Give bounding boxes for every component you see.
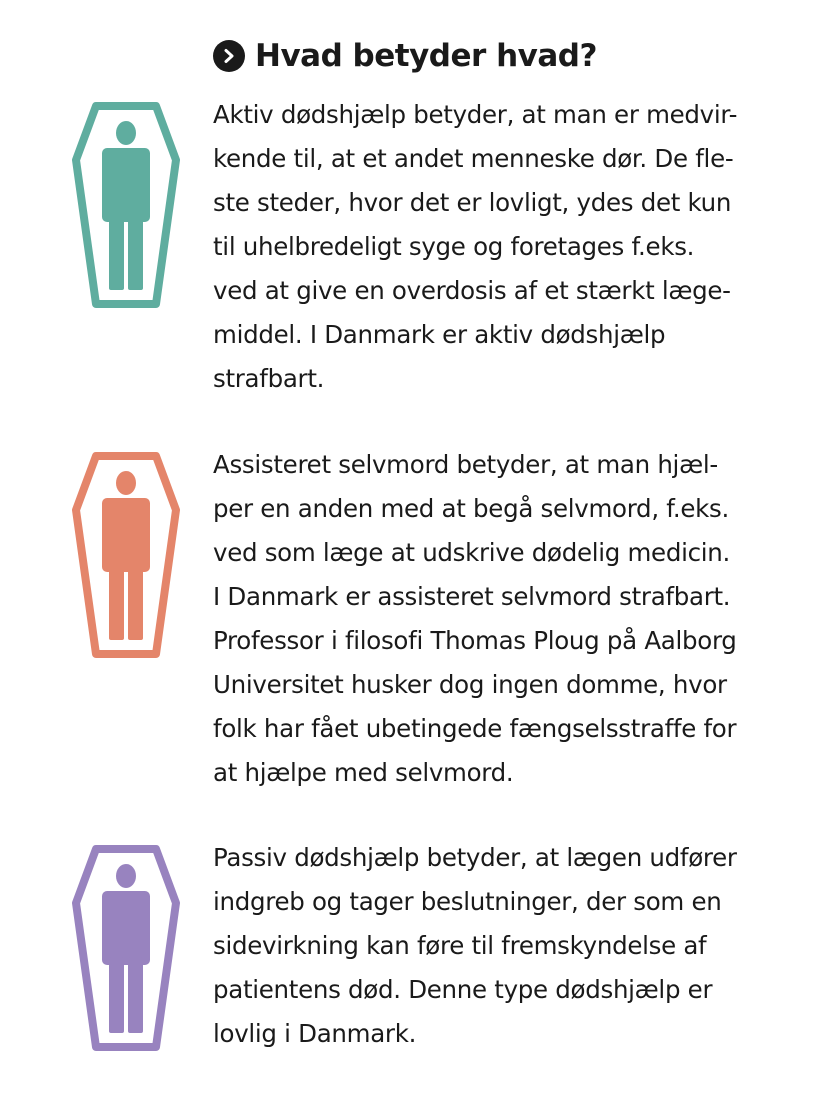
text-line: ved at give en overdosis af et stærkt læge- [213,276,731,305]
text-line: indgreb og tager beslutninger, der som en [213,887,722,916]
text-line: Universitet husker dog ingen domme, hvor [213,670,727,699]
text-line: Assisteret selvmord betyder, at man hjæl- [213,450,718,479]
text-line: kende til, at et andet menneske dør. De fle- [213,144,734,173]
text-line: middel. I Danmark er aktiv dødshjælp [213,320,666,349]
entry-assisteret-selvmord [213,443,813,795]
text-line: ste steder, hvor det er lovligt, ydes det kun [213,188,732,217]
text-line: Aktiv dødshjælp betyder, at man er medvir- [213,100,738,129]
text-line: lovlig i Danmark. [213,1019,417,1048]
text-line: til uhelbredeligt syge og foretages f.eks. [213,232,695,261]
text-line: at hjælpe med selvmord. [213,758,514,787]
text-line: per en anden med at begå selvmord, f.eks. [213,494,729,523]
coffin-person-icon [72,452,180,662]
text-line: sidevirkning kan føre til fremskyndelse af [213,931,707,960]
entry-passiv-doedshjaelp [213,836,813,1056]
text-line: patientens død. Denne type dødshjælp er [213,975,713,1004]
text-line: folk har fået ubetingede fængselsstraffe for [213,714,737,743]
text-line: strafbart. [213,364,325,393]
heading-title: Hvad betyder hvad? [255,38,597,74]
text-line: Professor i filosofi Thomas Ploug på Aalborg [213,626,737,655]
entry-aktiv-doedshjaelp [213,93,813,401]
chevron-right-circle-icon [213,40,245,72]
text-line: ved som læge at udskrive dødelig medicin. [213,538,730,567]
coffin-person-icon [72,102,180,312]
section-heading [213,34,597,78]
coffin-person-icon [72,845,180,1055]
text-line: I Danmark er assisteret selvmord strafbart. [213,582,731,611]
text-line: Passiv dødshjælp betyder, at lægen udfører [213,843,737,872]
